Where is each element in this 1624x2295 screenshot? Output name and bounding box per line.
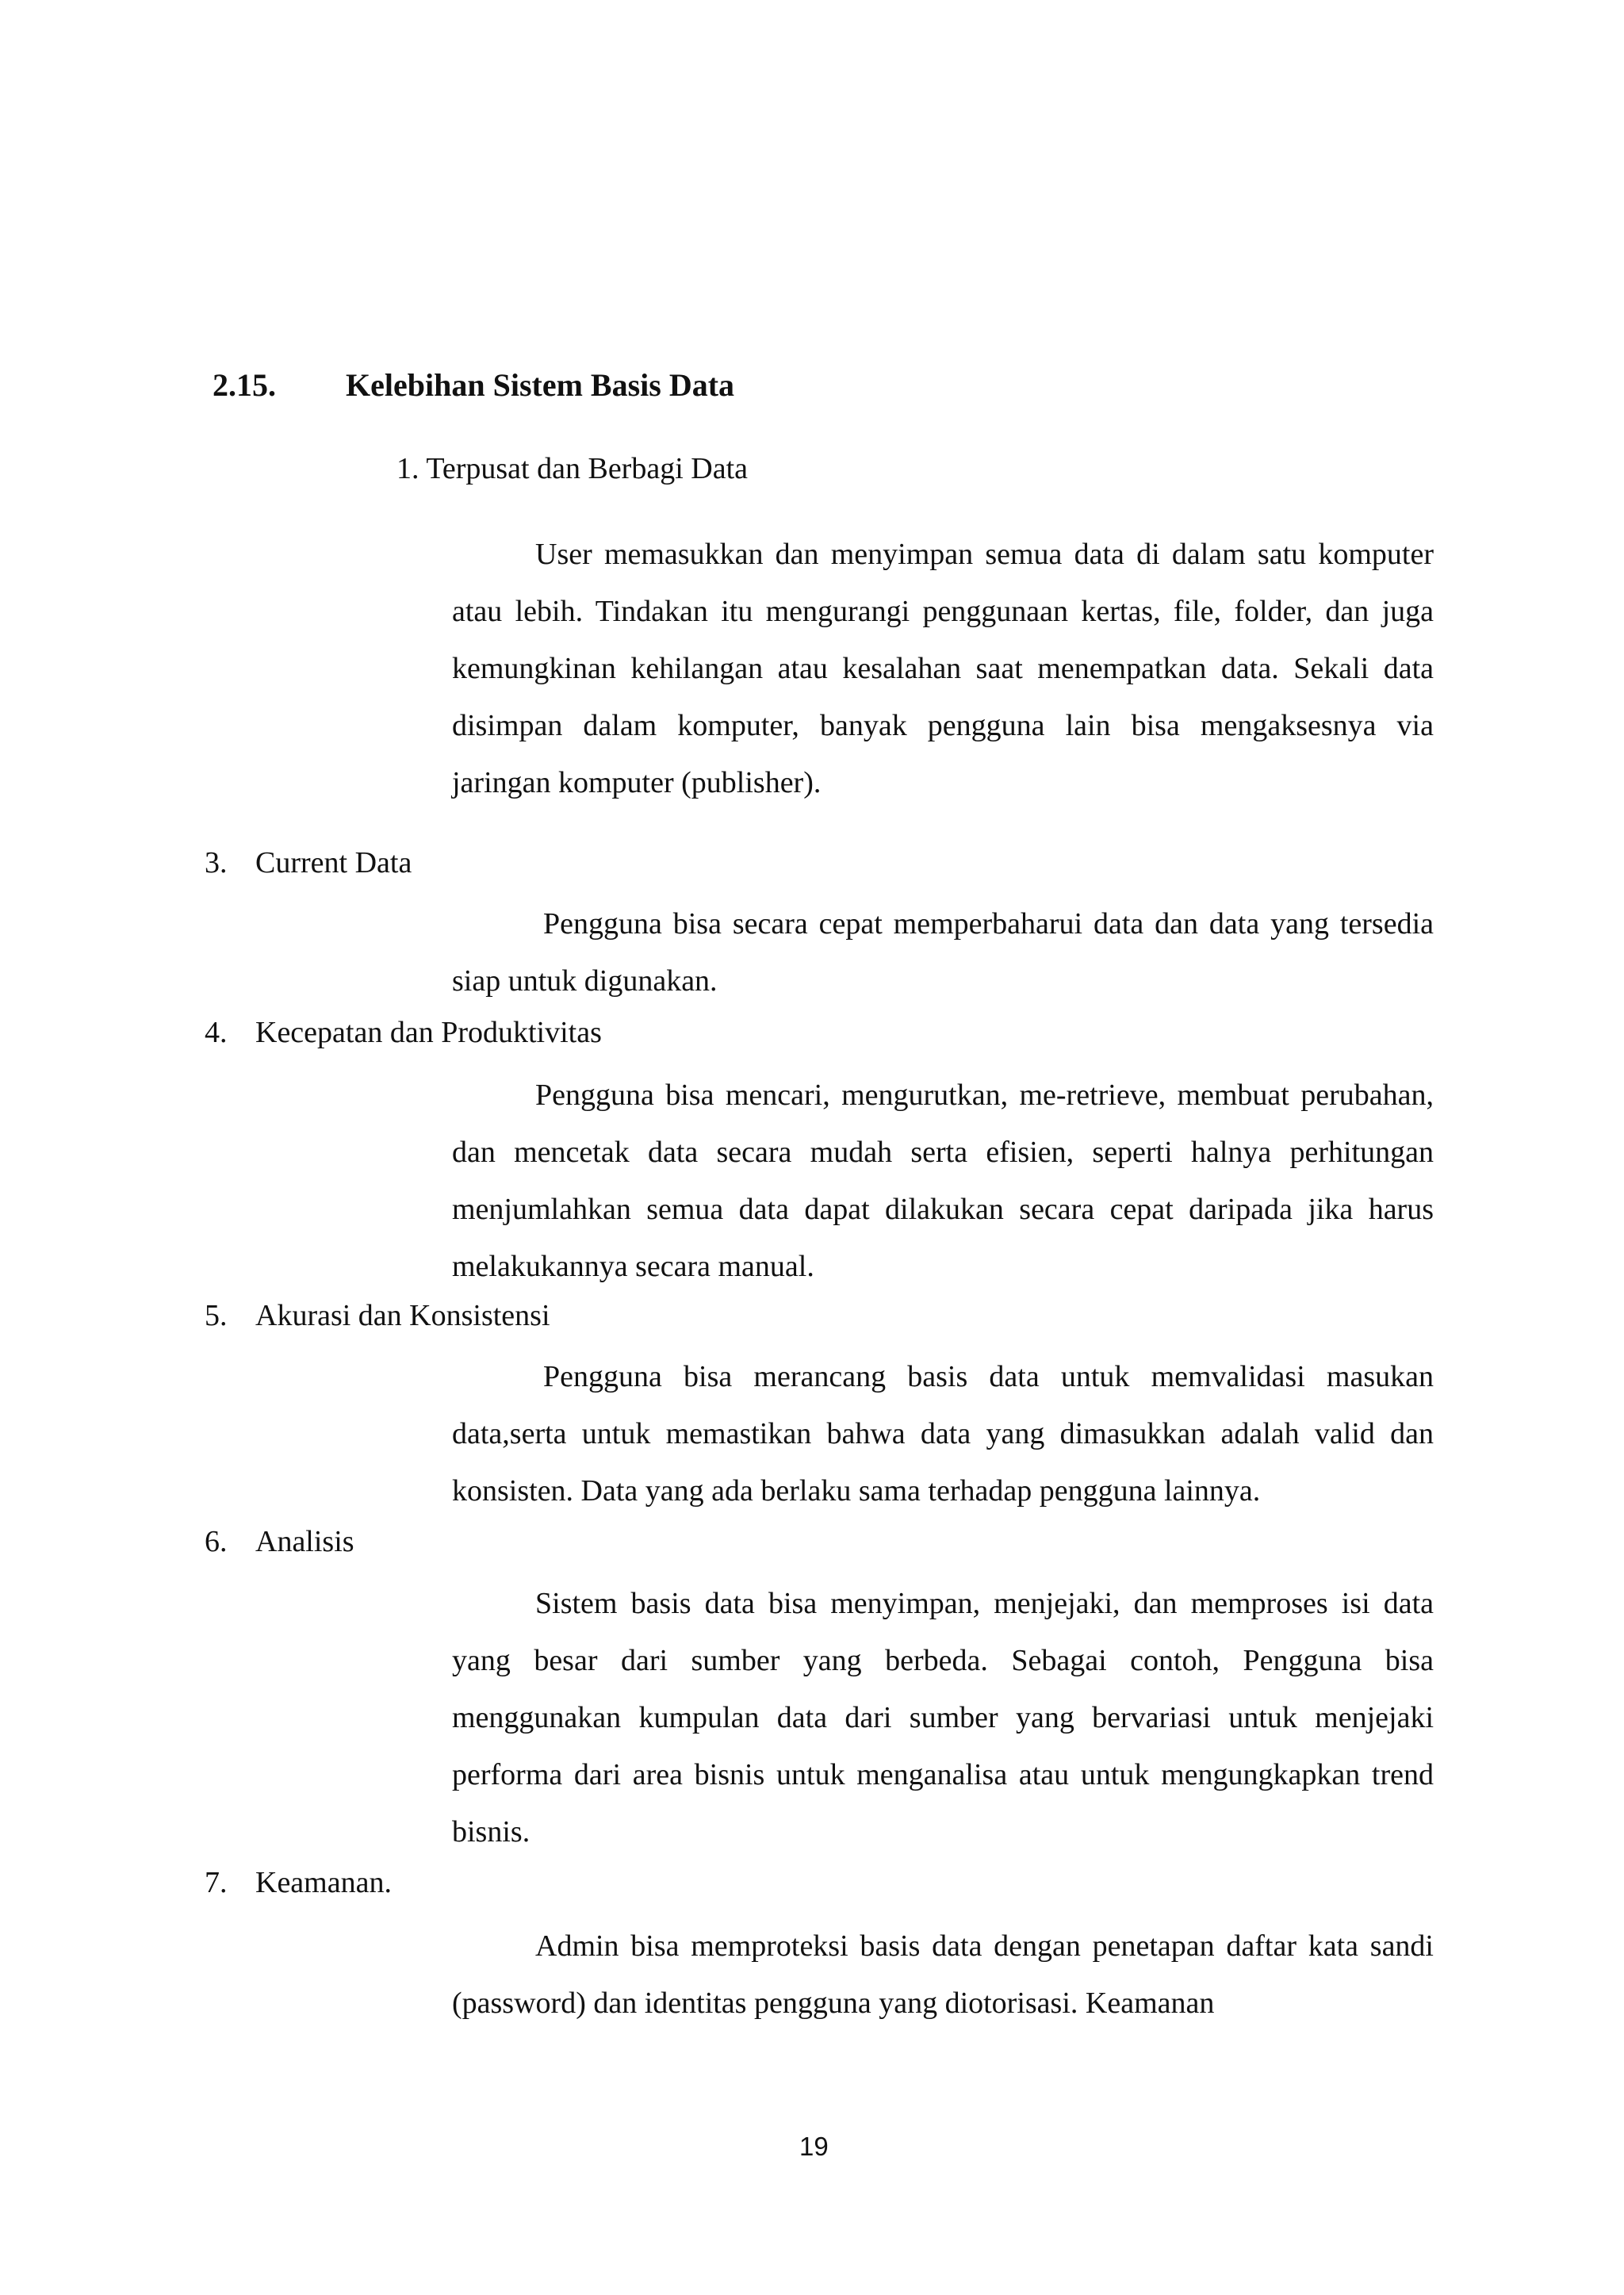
section-number: 2.15.: [213, 367, 276, 403]
item-4-label: Kecepatan dan Produktivitas: [255, 1016, 602, 1049]
item-5-number: 5.: [205, 1299, 228, 1332]
section-title: Kelebihan Sistem Basis Data: [346, 367, 735, 403]
item-6-label: Analisis: [255, 1525, 354, 1558]
item-1-paragraph: User memasukkan dan menyimpan semua data di dalam satu komputer atau lebih. Tindakan itu mengurangi penggunaan kertas, file, folder, dan juga kemungkinan kehilangan atau kesalahan saat menempatkan data. Sekali data disimpan dalam komputer, banyak pengguna lain bisa mengaksesnya via jaringan komputer (publisher).: [452, 538, 1434, 799]
item-4-paragraph: Pengguna bisa mencari, mengurutkan, me-retrieve, membuat perubahan, dan mencetak data secara mudah serta efisien, seperti halnya perhitungan menjumlahkan semua data dapat dilakukan secara cepat daripada jika harus melakukannya secara manual.: [452, 1079, 1434, 1283]
item-3-paragraph: Pengguna bisa secara cepat memperbaharui data dan data yang tersedia siap untuk digunakan.: [452, 907, 1434, 998]
item-7-number: 7.: [205, 1866, 228, 1899]
item-6-paragraph: Sistem basis data bisa menyimpan, menjejaki, dan memproses isi data yang besar dari sumber yang berbeda. Sebagai contoh, Pengguna bisa menggunakan kumpulan data dari sumber yang bervariasi untuk menjejaki performa dari area bisnis untuk menganalisa atau untuk mengungkapkan trend bisnis.: [452, 1587, 1434, 1849]
item-5-paragraph: Pengguna bisa merancang basis data untuk memvalidasi masukan data,serta untuk memastikan bahwa data yang dimasukkan adalah valid dan konsisten. Data yang ada berlaku sama terhadap pengguna lainnya.: [452, 1360, 1434, 1508]
item-5-label: Akurasi dan Konsistensi: [255, 1299, 550, 1332]
item-6-number: 6.: [205, 1525, 228, 1558]
item-4-number: 4.: [205, 1016, 228, 1049]
item-7-paragraph: Admin bisa memproteksi basis data dengan penetapan daftar kata sandi (password) dan identitas pengguna yang diotorisasi. Keamanan: [452, 1929, 1434, 2020]
item-1-label: 1. Terpusat dan Berbagi Data: [396, 452, 748, 485]
page-number: 19: [799, 2132, 829, 2161]
item-7-label: Keamanan.: [255, 1866, 392, 1899]
item-3-number: 3.: [205, 846, 228, 879]
item-3-label: Current Data: [255, 846, 412, 879]
